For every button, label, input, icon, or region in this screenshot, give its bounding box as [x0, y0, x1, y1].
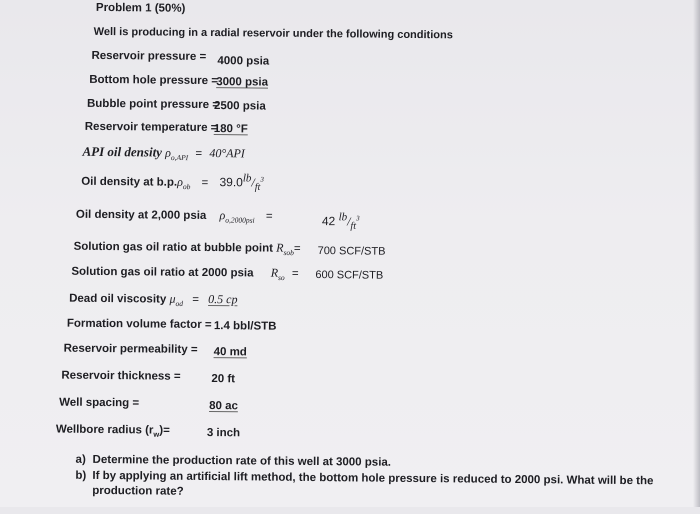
oil-density-2000-symbol: ρ [219, 208, 226, 223]
fvf-value: 1.4 bbl/STB [213, 320, 277, 333]
permeability-value: 40 md [213, 346, 247, 359]
api-density-eq: = [195, 147, 203, 160]
well-spacing-value: 80 ac [209, 400, 238, 413]
dead-oil-viscosity-value: 0.5 cp [208, 292, 238, 307]
oil-density-bp-unit-exp: 3 [260, 175, 264, 184]
bubble-point-pressure-value: 2500 psia [213, 100, 266, 113]
oil-density-2000-eq: = [265, 210, 273, 223]
sgor-2000-symbol: R [270, 265, 279, 280]
well-spacing-label: Well spacing = [59, 396, 140, 410]
question-list [75, 453, 665, 506]
reservoir-pressure-value: 4000 psia [217, 55, 270, 68]
thickness-label: Reservoir thickness = [61, 369, 181, 383]
bottom-hole-pressure-label: Bottom hole pressure = [89, 73, 219, 88]
question-text: Determine the production rate of this well at 3000 psia. [92, 453, 392, 469]
dead-oil-viscosity-symbol-sub: od [175, 298, 184, 309]
wellbore-radius-label [56, 424, 170, 439]
oil-density-bp-symbol-sub: ob [182, 182, 191, 192]
problem-title: Problem 1 (50%) [95, 1, 186, 15]
problem-intro: Well is producing in a radial reservoir under the following conditions [93, 25, 453, 42]
thickness-value: 20 ft [211, 373, 236, 386]
dead-oil-viscosity-eq: = [192, 293, 200, 306]
oil-density-2000-row [76, 207, 273, 225]
oil-density-bp-eq: = [201, 176, 209, 190]
sgor-2000-value: 600 SCF/STB [315, 269, 384, 282]
reservoir-temperature-value: 180 °F [213, 123, 248, 136]
api-density-label: API oil density [82, 143, 163, 160]
dead-oil-viscosity-symbol: μ [169, 291, 176, 306]
sgor-2000-symbol-sub: so [277, 272, 285, 283]
question-item [75, 469, 665, 505]
question-letter: b) [75, 469, 87, 482]
oil-density-2000-unit: $^{lb}/_{ft}^3$ [338, 211, 360, 232]
oil-density-bp-unit-num: lb [242, 172, 252, 185]
oil-density-2000-value: 42 [321, 214, 336, 229]
page-edge-shadow [693, 0, 700, 507]
sgor-2000-row [71, 264, 298, 282]
sgor-2000-label: Solution gas oil ratio at 2000 psia [71, 265, 254, 280]
oil-density-2000-symbol-sub: o,2000psi [225, 215, 255, 225]
bubble-point-pressure-label: Bubble point pressure = [86, 97, 220, 112]
sgor-bubble-symbol-sub: sob [283, 248, 294, 258]
sgor-bubble-row [74, 239, 301, 257]
sgor-bubble-eq: = [293, 242, 301, 255]
api-density-value: 40°API [209, 146, 245, 161]
wellbore-radius-label-sub: w [153, 429, 160, 439]
dead-oil-viscosity-row [69, 291, 237, 309]
oil-density-bp-symbol: ρ [177, 174, 183, 189]
api-density-row [82, 144, 244, 163]
fvf-label: Formation volume factor = [66, 317, 212, 332]
oil-density-bp-value: 39.0 [219, 175, 243, 190]
wellbore-radius-label-end: )= [159, 424, 170, 437]
oil-density-2000-unit-num: lb [338, 211, 348, 224]
oil-density-2000-unit-den: ft [350, 220, 357, 232]
api-density-symbol: ρ [165, 145, 172, 160]
dead-oil-viscosity-label: Dead oil viscosity [69, 292, 167, 306]
question-letter: a) [75, 453, 86, 466]
oil-density-2000-label: Oil density at 2,000 psia [75, 208, 207, 222]
oil-density-2000-value-group [322, 211, 360, 232]
bottom-hole-pressure-value: 3000 psia [216, 76, 269, 89]
reservoir-temperature-label: Reservoir temperature = [84, 120, 218, 135]
oil-density-2000-unit-exp: 3 [356, 214, 360, 223]
sgor-bubble-label: Solution gas oil ratio at bubble point [73, 240, 274, 255]
oil-density-bp-label: Oil density at b.p. [81, 175, 178, 189]
permeability-label: Reservoir permeability = [63, 342, 198, 356]
wellbore-radius-label-main: Wellbore radius (r [55, 423, 154, 437]
sgor-2000-eq: = [291, 267, 299, 280]
reservoir-pressure-label: Reservoir pressure = [91, 49, 207, 63]
oil-density-bp-unit-den: ft [254, 181, 261, 193]
sgor-bubble-symbol: R [276, 240, 284, 255]
oil-density-bp-unit: $^{lb}/_{ft}^3$ [242, 172, 264, 193]
question-text: If by applying an artificial lift method, the bottom hole pressure is reduced to 2000 psi. What will be the production rate? [92, 469, 654, 498]
api-density-symbol-sub: o,API [170, 152, 189, 163]
sgor-bubble-value: 700 SCF/STB [317, 245, 386, 258]
wellbore-radius-value: 3 inch [206, 427, 241, 440]
oil-density-bp-row [81, 171, 264, 193]
